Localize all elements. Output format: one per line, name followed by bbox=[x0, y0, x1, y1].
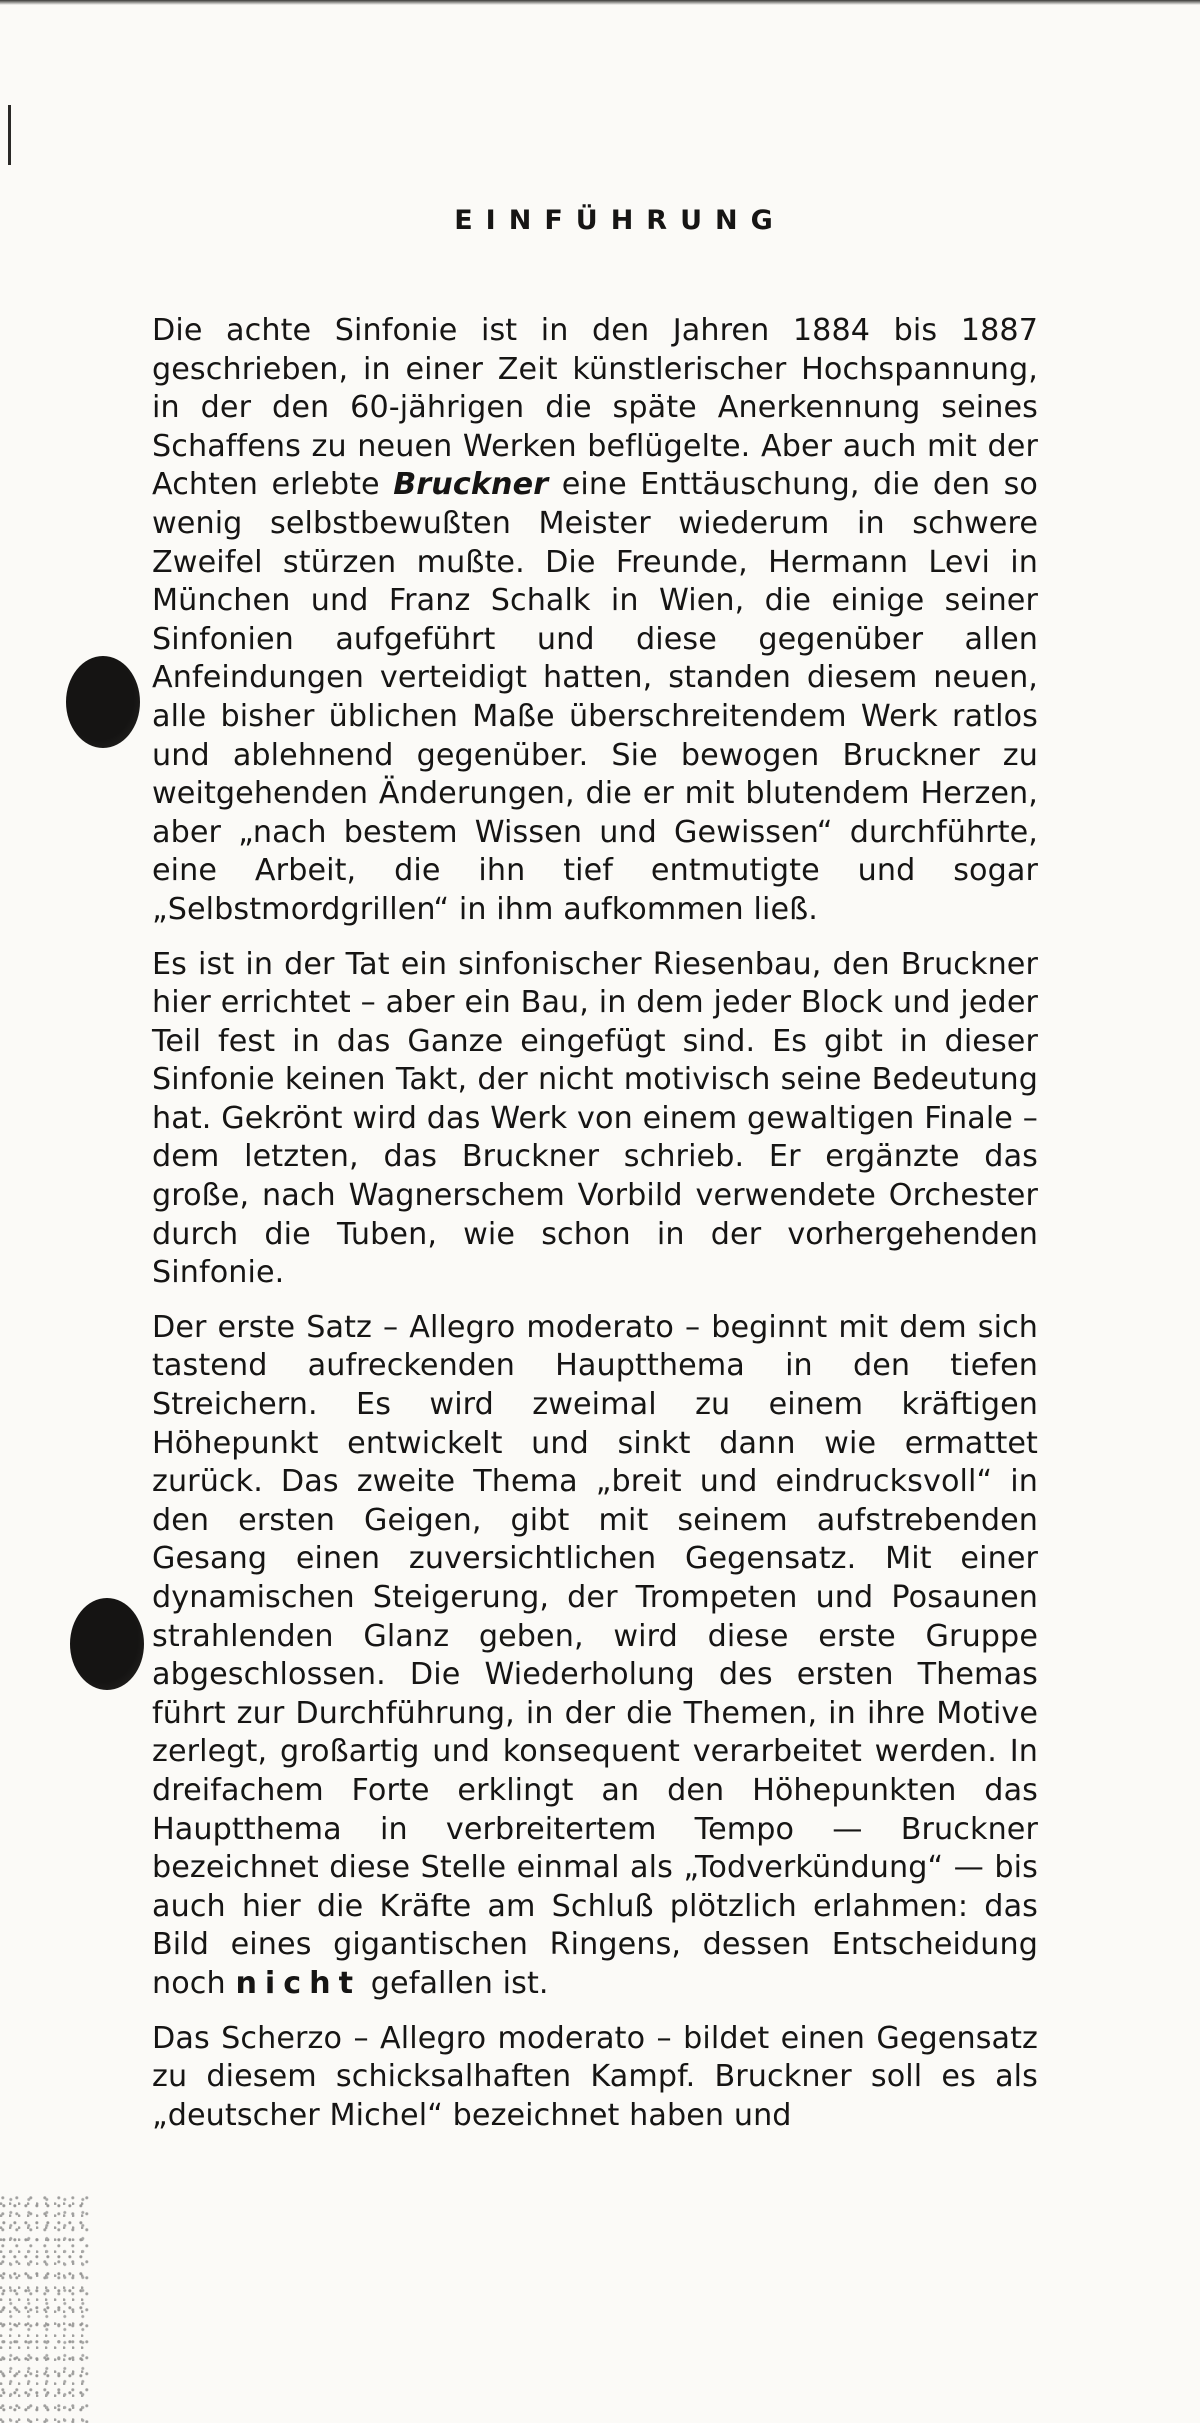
scan-edge-mark bbox=[8, 105, 11, 165]
paragraph-3-text-start: Der erste Satz – Allegro moderato – beginnt mit dem sich tastend aufreckenden Hauptthema in den tiefen Streichern. Es wird zweimal zu einem kräftigen Höhepunkt entwickelt und sinkt dann wie ermattet zurück. Das zweite Thema „breit und eindrucksvoll“ in den ersten Geigen, gibt mit seinem aufstrebenden Gesang einen zuversichtlichen Gegensatz. Mit einer dynamischen Steigerung, der Trompeten und Posaunen strahlenden Glanz geben, wird diese erste Gruppe abgeschlossen. Die Wiederholung des ersten Themas führt zur Durchführung, in der die Themen, in ihre Motive zerlegt, großartig und konsequent verarbeitet werden. In dreifachem Forte erklingt an den Höhepunkten das Hauptthema in verbreitertem Tempo — Bruckner bezeichnet diese Stelle einmal als „Todverkündung“ — bis auch hier die Kräfte am Schluß plötzlich erlahmen: das Bild eines gigantischen Ringens, dessen Entscheidung noch bbox=[152, 1309, 1038, 2001]
paragraph-4: Das Scherzo – Allegro moderato – bildet einen Gegensatz zu diesem schicksalhaften Kampf. Bruckner soll es als „deutscher Michel“ bezeichnet haben und bbox=[152, 2020, 1038, 2133]
paragraph-2: Es ist in der Tat ein sinfonischer Riesenbau, den Bruckner hier errichtet – aber ein Bau, in dem jeder Block und jeder Teil fest in das Ganze eingefügt sind. Es gibt in dieser Sinfonie keinen Takt, der nicht motivisch seine Bedeutung hat. Gekrönt wird das Werk von einem gewaltigen Finale – dem letzten, das Bruckner schrieb. Er ergänzte das große, nach Wagnerschem Vorbild verwendete Orchester durch die Tuben, wie schon in der vorhergehenden Sinfonie. bbox=[152, 946, 1038, 1291]
paragraph-1-text-end: eine Enttäuschung, die den so wenig selbstbewußten Meister wiederum in schwere Zweifel stürzen mußte. Die Freunde, Hermann Levi in München und Franz Schalk in Wien, die einige seiner Sinfonien aufgeführt und diese gegenüber allen Anfeindungen verteidigt hatten, standen diesem neuen, alle bisher üblichen Maße überschreitendem Werk ratlos und ablehnend gegenüber. Sie bewogen Bruckner zu weitgehenden Änderungen, die er mit blutendem Herzen, aber „nach bestem Wissen und Gewissen“ durchführte, eine Arbeit, die ihn tief entmutigte und sogar „Selbstmordgrillen“ in ihm aufkommen ließ. bbox=[152, 467, 1038, 927]
paragraph-1 bbox=[152, 312, 1038, 930]
scan-speckle bbox=[0, 2193, 90, 2423]
page-heading: EINFÜHRUNG bbox=[454, 205, 786, 236]
paragraph-3-text-end: gefallen ist. bbox=[361, 1965, 549, 2001]
composer-name-emphasis: Bruckner bbox=[393, 467, 549, 503]
paragraph-1-text-start: Die achte Sinfonie ist in den Jahren 1884 bis 1887 geschrieben, in einer Zeit künstlerischer Hochspannung, in der den 60-jährigen die späte Anerkennung seines Schaffens zu neuen Werken beflügelte. Aber auch mit der Achten erlebte bbox=[152, 313, 1038, 503]
body-text bbox=[152, 312, 1038, 2151]
spaced-emphasis: nicht bbox=[235, 1965, 362, 2001]
paragraph-3 bbox=[152, 1309, 1038, 2004]
punch-hole-top bbox=[66, 656, 140, 748]
page-top-edge bbox=[0, 0, 1200, 5]
punch-hole-bottom bbox=[70, 1598, 144, 1690]
